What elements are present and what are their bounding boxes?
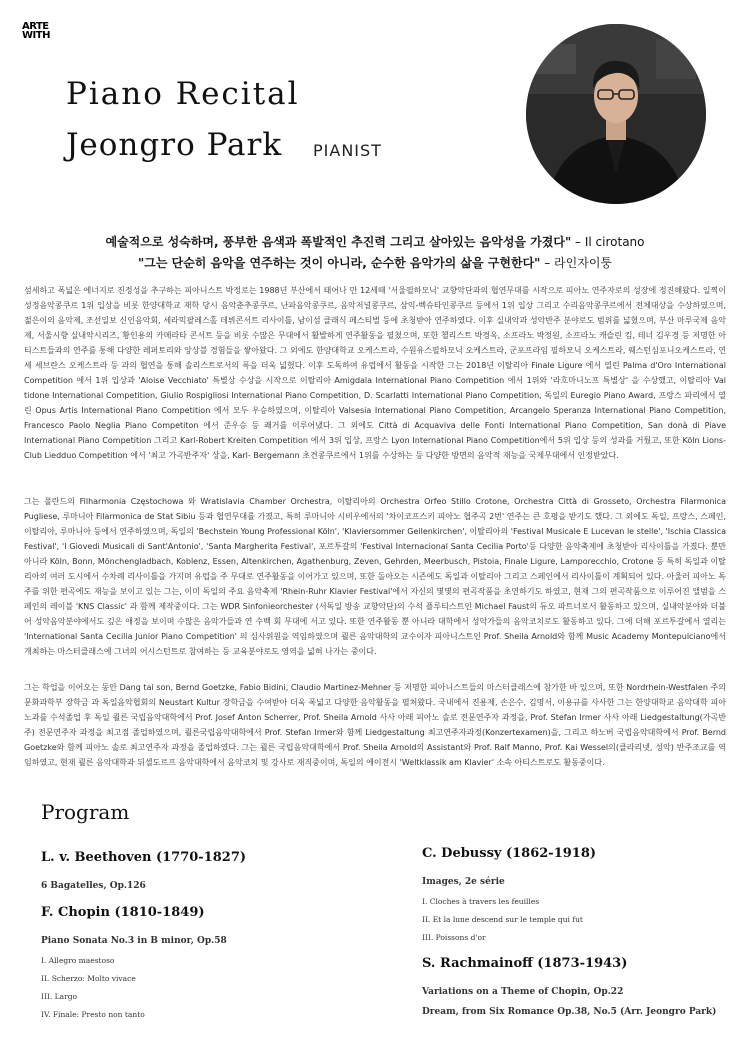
program-column-left [41,850,381,1033]
movement-item: I. Allegro maestoso [41,956,115,965]
quote-1: 예술적으로 성숙하며, 풍부한 음색과 폭발적인 추진력 그리고 살아있는 음악성을 가졌다" – Il cirotano [105,235,645,249]
quote-2: "그는 단순히 음악을 연주하는 것이 아니라, 순수한 음악가의 삶을 구현한다" – 라인자이퉁 [137,256,613,270]
work-rachmaninoff-dream: Dream, from Six Romance Op.38, No.5 (Arr. Jeongro Park) [422,1007,717,1017]
program-column-right [422,846,742,1031]
work-rachmaninoff-variations: Variations on a Theme of Chopin, Op.22 [422,987,624,997]
program-item-debussy [422,846,742,942]
quote-2-source: – 라인자이퉁 [540,256,613,270]
biography-paragraph-1: 섬세하고 폭넓은 에너지로 진정성을 추구하는 피아니스트 박정로는 1988년 부산에서 태어나 만 12세때 '서울필하모닉' 교향악단과의 협연무대를 시작으로 피아노 연주자로의 성장에 정진해왔다. 일찍이 성정음악콩쿠르 1위 입상을 비롯 한양대학교 재학 당시 음악춘추콩쿠르, 난파음악콩쿠르, 음악저널콩쿠르, 삼익-벡슈타인콩쿠르 등에서 1위 입상 그리고 수리음악콩쿠르에서 전체대상을 수상하였으며, 젊은이의 음악제, 조선일보 신인음악회, 세라믹팔레스홀 데뷔콘서트 리사이틀, 남이섬 클래식 페스티벌 등에 초청받아 연주하였다. 이후 실내악과 성악반주 분야로도 범위를 넓혔으며, 부산 마루국제 음악제, 서울시향 실내악시리즈, 황인용의 카메라타 콘서트 등을 비롯 수많은 무대에서 활발하게 연주활동을 펼쳤으며, 또한 첼리스트 박경옥, 소프라노 박정원, 소프라노 캐슬린 킴, 테너 김우경 등 저명한 아티스트들과의 연주를 통해 다양한 레퍼토리와 앙상블 경험들을 쌓아왔다. 그 외에도 한양대학교 오케스트라, 수원유스필하모닉 오케스트라, 군포프라임 필하모닉 오케스트라, 웨스턴심포니오케스트라, 연세 세브란스 오케스트라 등 과의 협연을 통해 솔리스트로서의 폭을 더욱 넓혔다. 이후 도독하여 유럽에서 활동을 시작한 그는 2018년 이탈리아 Finale Ligure 에서 열린 Palma d'Oro International Competition 에서 1위 입상과 'Aloise Vecchiato' 특별상 수상을 시작으로 이탈리아 Amigdala International Piano Competition 에서 1위와 '라흐마니노프 특별상' 을 수상했고, 이탈리아 Val tidone International Competition, Giulio Rospigliosi International Piano Competition, D. Scarlatti International Piano Competition, 독일의 Euregio Piano Award, 프랑스 파리에서 열린 Opus Artis International Piano Competition 에서 모두 우승하였으며, 이탈리아 Valsesia International Piano Competition, Arcangelo Speranza International Piano Competition, Francesco Paolo Neglia Piano Competiton 에서 준우승 등 쾌거를 이루어냈다. 그 외에도 Città di Acquaviva delle Fonti International Piano Competition, San donà di Piave International Piano Competition 그리고 Karl-Robert Kreiten Competition 에서 3위 입상, 프랑스 Lyon International Piano Competition에서 5위 입상 등의 성과를 거뒀고, 또한 Köln Lions-Club Liedduo Competition 에서 '최고 가곡반주자' 상을, Karl- Bergemann 초견콩쿠르에서 1위를 수상하는 등 다양한 방면의 음악적 재능을 국제무대에서 인정받았다. [24,286,726,460]
work-chopin: Piano Sonata No.3 in B minor, Op.58 [41,936,227,946]
composer-chopin: F. Chopin (1810-1849) [41,905,205,920]
biography-paragraph-2: 그는 폴란드의 Filharmonia Częstochowa 와 Wratislavia Chamber Orchestra, 이탈리아의 Orchestra Orfeo Stillo Crotone, Orchestra Città di Grosseto, Orchestra Filarmonica Pugliese, 루마니아 Filarmonica de Stat Sibiu 등과 협연무대를 가졌고, 특히 루마니아 시비우에서의 '차이코프스키 피아노 협주곡 2번' 연주는 큰 호평을 받기도 했다. 그 외에도 독일, 프랑스, 스페인, 이탈리아, 루마니아 등에서 연주하였으며, 독일의 'Bechstein Young Professional Köln', 'Klaviersommer Geilenkirchen', 이탈리아의 'Festival Musicale E Lucevan le stelle', 'Ischia Classica Festival', 'I Giovedi Musicali di Sant'Antonio', 'Santa Margherita Festival', 포르투갈의 'Festival Internacional Santa Cecilia Porto'등 다양한 음악축제에 초청받아 리사이틀을 가졌다. 뿐만 아니라 Köln, Bonn, Mönchengladbach, Koblenz, Essen, Altenkirchen, Agathenburg, Zeven, Gehrden, Meerbusch, Pistoia, Finale Ligure, Lamporecchio, Crotone 등 특히 독일과 이탈리아의 여러 도시에서 수차례 리사이틀을 가지며 유럽을 주 무대로 연주활동을 이어가고 있으며, 또한 돌아오는 시즌에도 독일과 이탈리아 그리고 스페인에서 리사이틀이 계획되어 있다. 아울러 피아노 독주를 위한 편곡에도 재능을 보이고 있는 그는, 이미 독일의 주요 음악축제 'Rhein-Ruhr Klavier Festival'에서 자신의 몇몇의 편곡작품을 초연하기도 하였고, 현재 그의 편곡작품으로 이루어진 앨범을 스페인의 레이블 'KNS Classic' 과 함께 제작중이다. 그는 WDR Sinfonieorchester (서독일 방송 교향악단)의 수석 플루티스트인 Michael Faust의 듀오 파트너로서 활동하고 있으며, 실내악분야와 더불어 성악음악분야에서도 깊은 애정을 보이며 수많은 음악가들과 연 수백 회 무대에 서고 있다. 또한 연주활동 뿐 아니라 대학에서 성악가들의 음악코치로도 활동하고 있다. 그에 더해 포르투갈에서 열리는 'International Santa Cecilia Junior Piano Competition' 의 심사위원을 역임하였으며 쾰른 음악대학의 교수이자 피아니스트인 Prof. Sheila Arnold와 함께 Music Academy Montepulciano에서 개최하는 마스터클래스에 그녀의 어시스턴트로 참여하는 등 교육분야로도 영역을 넓혀 나가는 중이다. [24,497,726,656]
movement-item: I. Cloches à travers les feuilles [422,897,540,906]
program-heading: Program [41,800,130,824]
performer-name: Jeongro Park [66,127,283,163]
arte-with-logo [22,22,50,40]
recital-title: Piano Recital [66,76,300,112]
biography-paragraph-3: 그는 학업을 이어오는 동안 Dang tai son, Bernd Goetzke, Fabio Bidini, Claudio Martinez-Mehner 등 저명한 피아니스트들의 마스터클래스에 참가한 바 있으며, 또한 Nordrhein-Westfalen 주의 문화과학부 장학금 과 독일음악협회의 Neustart Kultur 장학금을 수여받아 더욱 폭넓고 다양한 음악활동을 펼쳐왔다. 국내에서 진용제, 손은수, 김명서, 이용규를 사사한 그는 한양대학교 음악대학 피아노과를 수석졸업 후 독일 쾰른 국립음악대학에서 Prof. Josef Anton Scherrer, Prof. Sheila Arnold 사사 아래 피아노 솔로 전문연주자 과정을, Prof. Stefan Irmer 사사 아래 Liedgestaltung(가곡반주) 전문연주자 과정을 최고점 졸업하였으며, 쾰른국립음악대학에서 Prof. Stefan Irmer와 함께 Liedgestaltung 최고연주자과정(Konzertexamen)을, 그리고 하노버 국립음악대학에서 Prof. Bernd Goetzke와 함께 피아노 솔로 최고연주자 과정을 졸업하였다. 그는 쾰른 국립음악대학에서 Prof. Sheila Arnold의 Assistant와 Prof. Ralf Manno, Prof. Kai Wessel의(클라리넷, 성악) 반주조교를 역임하였고, 현재 쾰른 음악대학과 뒤셀도르프 음악대학에서 음악코치 및 강사로 재직중이며, 독일의 에이전시 'Weltklassik am Klavier' 소속 아티스트로도 활동중이다. [24,683,726,767]
composer-debussy: C. Debussy (1862-1918) [422,846,597,861]
movement-item: III. Largo [41,992,78,1001]
logo-line-2: WITH [22,30,50,41]
press-quotes [24,232,726,274]
movement-item: III. Poissons d'or [422,933,486,942]
composer-rachmaninoff: S. Rachmainoff (1873-1943) [422,956,628,971]
movement-item: II. Scherzo: Molto vivace [41,974,136,983]
quote-1-source: – Il cirotano [571,235,645,249]
program-item-chopin [41,905,381,1019]
portrait-image [526,24,706,204]
movement-item: II. Et la lune descend sur le temple qui fut [422,915,583,924]
work-debussy: Images, 2e série [422,877,505,887]
composer-beethoven: L. v. Beethoven (1770-1827) [41,850,247,865]
work-beethoven: 6 Bagatelles, Op.126 [41,881,146,891]
program-item-beethoven [41,850,381,891]
logo-line-1: ARTE [22,21,49,32]
program-item-rachmaninoff [422,956,742,1017]
performer-portrait [526,24,706,204]
movement-item: IV. Finale: Presto non tanto [41,1010,145,1019]
performer-role: PIANIST [313,141,382,160]
